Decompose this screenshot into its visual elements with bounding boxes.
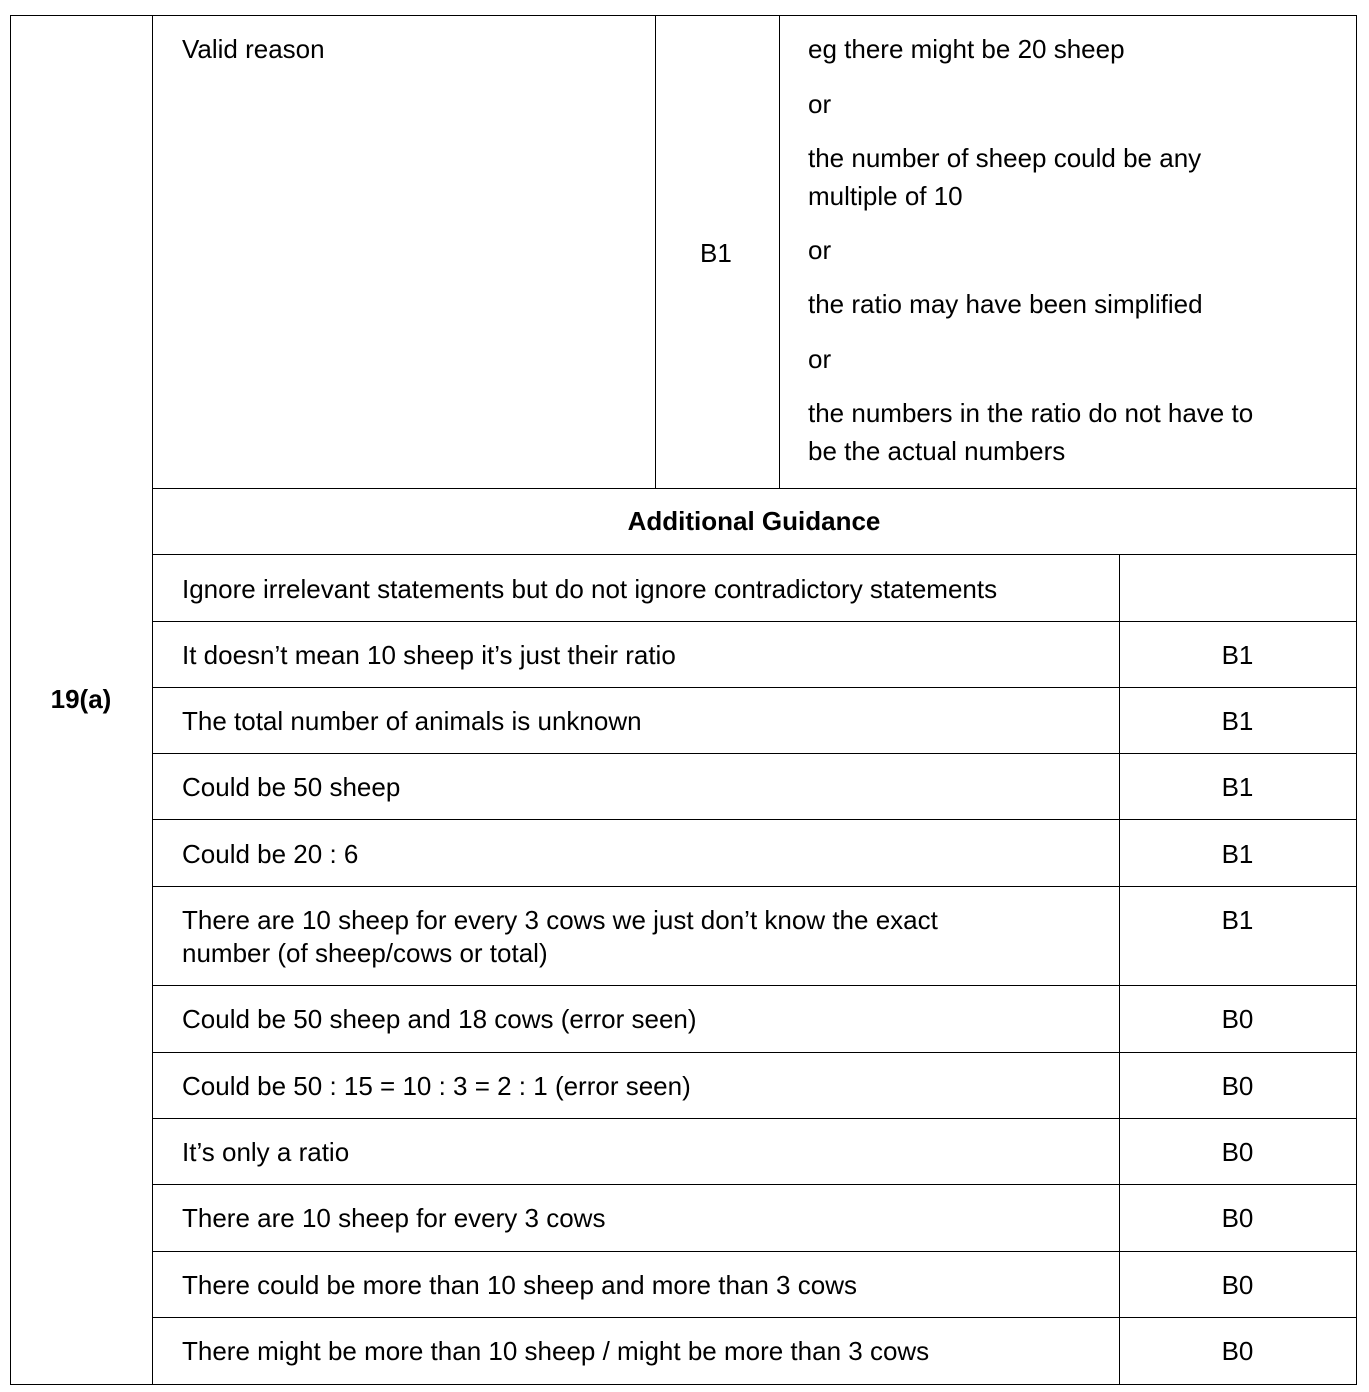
answer-text: Valid reason bbox=[182, 34, 325, 64]
guidance-row-separator bbox=[152, 753, 1357, 754]
question-column-divider bbox=[152, 15, 153, 1385]
guidance-row-separator bbox=[152, 687, 1357, 688]
table-border-right bbox=[1356, 15, 1357, 1385]
guidance-row-mark: B1 bbox=[1221, 839, 1254, 869]
mark-comments-divider bbox=[779, 15, 780, 489]
guidance-header: Additional Guidance bbox=[627, 506, 881, 536]
guidance-row-separator bbox=[152, 1052, 1357, 1053]
guidance-row-mark: B0 bbox=[1221, 1137, 1254, 1167]
guidance-mark-divider bbox=[1119, 554, 1120, 1385]
main-mark: B1 bbox=[700, 238, 732, 268]
guidance-row-mark: B1 bbox=[1221, 905, 1254, 935]
guidance-row-separator bbox=[152, 886, 1357, 887]
guidance-row-mark: B1 bbox=[1221, 706, 1254, 736]
comment-line: multiple of 10 bbox=[808, 181, 963, 211]
table-border-top bbox=[10, 15, 1357, 16]
guidance-row-text: Could be 20 : 6 bbox=[182, 839, 359, 869]
answer-mark-divider bbox=[655, 15, 656, 489]
guidance-row-text: Could be 50 sheep and 18 cows (error seen) bbox=[182, 1004, 697, 1034]
guidance-row-mark: B0 bbox=[1221, 1071, 1254, 1101]
guidance-row-separator bbox=[152, 1184, 1357, 1185]
comment-line: eg there might be 20 sheep bbox=[808, 34, 1125, 64]
guidance-row-mark: B0 bbox=[1221, 1336, 1254, 1366]
guidance-row-mark: B0 bbox=[1221, 1270, 1254, 1300]
comment-line: or bbox=[808, 235, 832, 265]
guidance-row-separator bbox=[152, 985, 1357, 986]
guidance-row-mark: B0 bbox=[1221, 1203, 1254, 1233]
guidance-header-bottom bbox=[152, 554, 1357, 555]
question-number: 19(a) bbox=[50, 684, 112, 714]
comment-line: the number of sheep could be any bbox=[808, 143, 1202, 173]
guidance-row-mark: B1 bbox=[1221, 772, 1254, 802]
guidance-row-text: It’s only a ratio bbox=[182, 1137, 350, 1167]
guidance-row-text: There are 10 sheep for every 3 cows bbox=[182, 1203, 606, 1233]
table-border-bottom bbox=[10, 1384, 1357, 1385]
guidance-row-separator bbox=[152, 1251, 1357, 1252]
guidance-row-text-continued: number (of sheep/cows or total) bbox=[182, 938, 548, 968]
guidance-row-separator bbox=[152, 1118, 1357, 1119]
guidance-row-separator bbox=[152, 1317, 1357, 1318]
guidance-row-text: There are 10 sheep for every 3 cows we just don’t know the exact bbox=[182, 905, 938, 935]
guidance-row-text: Could be 50 sheep bbox=[182, 772, 401, 802]
comment-line: the ratio may have been simplified bbox=[808, 289, 1203, 319]
guidance-row-text: There could be more than 10 sheep and more than 3 cows bbox=[182, 1270, 857, 1300]
guidance-row-text: It doesn’t mean 10 sheep it’s just their ratio bbox=[182, 640, 676, 670]
guidance-row-mark: B0 bbox=[1221, 1004, 1254, 1034]
comment-line: or bbox=[808, 89, 832, 119]
guidance-row-separator bbox=[152, 621, 1357, 622]
guidance-row-text: Ignore irrelevant statements but do not ignore contradictory statements bbox=[182, 574, 998, 604]
guidance-row-text: Could be 50 : 15 = 10 : 3 = 2 : 1 (error seen) bbox=[182, 1071, 691, 1101]
guidance-row-text: The total number of animals is unknown bbox=[182, 706, 642, 736]
comment-line: be the actual numbers bbox=[808, 436, 1066, 466]
main-row-bottom bbox=[152, 488, 1357, 489]
guidance-row-mark: B1 bbox=[1221, 640, 1254, 670]
guidance-row-separator bbox=[152, 819, 1357, 820]
comment-line: or bbox=[808, 344, 832, 374]
comment-line: the numbers in the ratio do not have to bbox=[808, 398, 1254, 428]
guidance-row-text: There might be more than 10 sheep / might be more than 3 cows bbox=[182, 1336, 930, 1366]
